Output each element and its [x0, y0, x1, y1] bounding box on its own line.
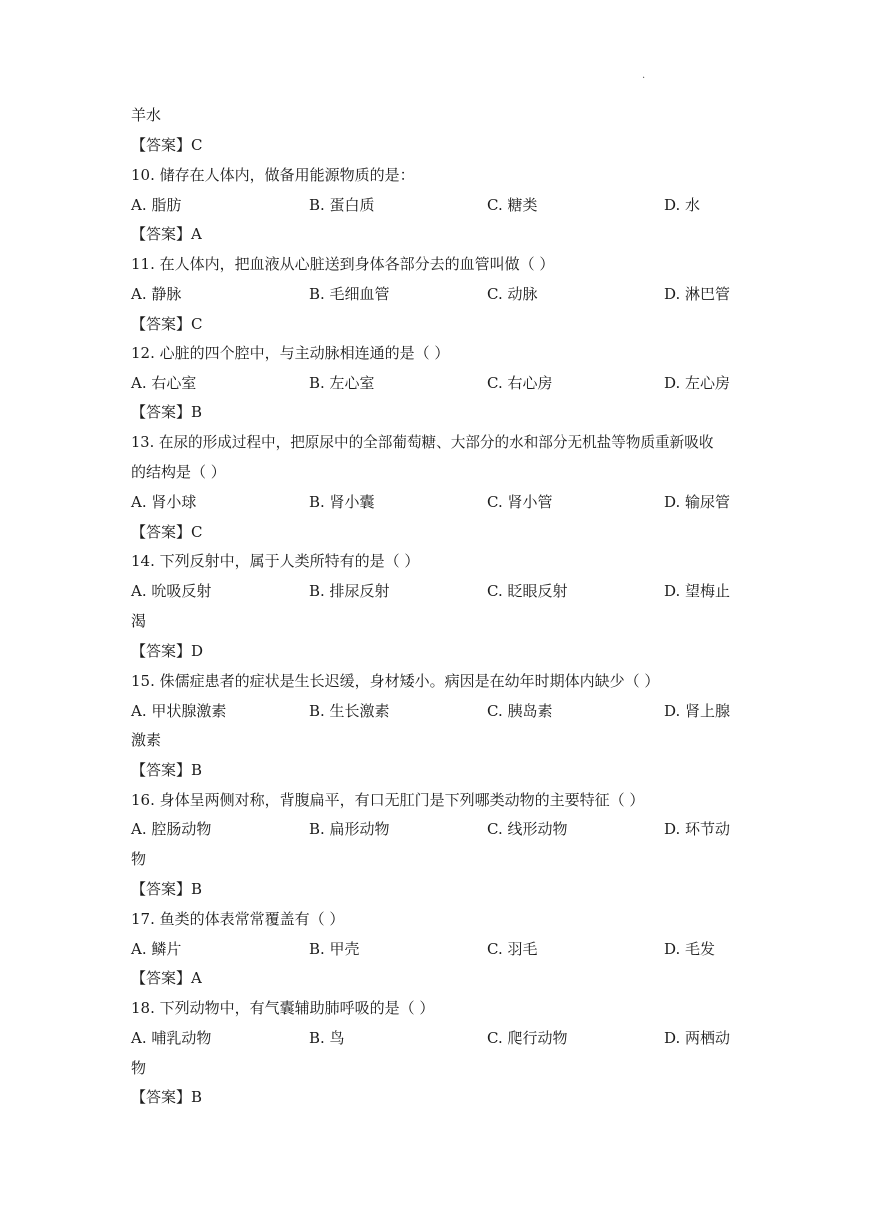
option-d: D. 环节动: [664, 820, 731, 838]
answer-line: 【答案】C: [131, 523, 203, 541]
answer-line: 【答案】B: [131, 1088, 203, 1106]
question-12: 12. 心脏的四个腔中，与主动脉相连通的是（ ）: [131, 344, 450, 362]
answer-line: 【答案】A: [131, 225, 202, 243]
option-d: D. 淋巴管: [664, 285, 731, 303]
question-10: 10. 储存在人体内，做备用能源物质的是：: [131, 166, 415, 184]
option-a: A. 甲状腺激素: [131, 702, 227, 720]
option-b: B. 鸟: [309, 1029, 345, 1047]
option-c: C. 眨眼反射: [487, 582, 568, 600]
option-d: D. 毛发: [664, 940, 716, 958]
question-13-cont: 的结构是（ ）: [131, 463, 226, 481]
text-line: 羊水: [131, 106, 162, 124]
answer-line: 【答案】B: [131, 403, 203, 421]
header-mark: .: [642, 70, 646, 81]
question-16: 16. 身体呈两侧对称，背腹扁平，有口无肛门是下列哪类动物的主要特征（ ）: [131, 791, 645, 809]
option-a: A. 腔肠动物: [131, 820, 212, 838]
option-c: C. 右心房: [487, 374, 553, 392]
option-a: A. 静脉: [131, 285, 182, 303]
option-a: A. 脂肪: [131, 196, 182, 214]
option-d: D. 输尿管: [664, 493, 731, 511]
option-wrap: 激素: [131, 731, 162, 749]
option-d: D. 两栖动: [664, 1029, 731, 1047]
answer-line: 【答案】B: [131, 761, 203, 779]
option-a: A. 哺乳动物: [131, 1029, 212, 1047]
option-wrap: 物: [131, 1059, 147, 1077]
option-c: C. 线形动物: [487, 820, 568, 838]
answer-line: 【答案】B: [131, 880, 203, 898]
option-b: B. 蛋白质: [309, 196, 375, 214]
option-wrap: 渴: [131, 612, 147, 630]
option-d: D. 水: [664, 196, 701, 214]
question-17: 17. 鱼类的体表常常覆盖有（ ）: [131, 910, 345, 928]
option-d: D. 望梅止: [664, 582, 731, 600]
answer-line: 【答案】D: [131, 642, 204, 660]
question-18: 18. 下列动物中，有气囊辅助肺呼吸的是（ ）: [131, 999, 435, 1017]
option-b: B. 肾小囊: [309, 493, 375, 511]
option-c: C. 糖类: [487, 196, 538, 214]
option-c: C. 羽毛: [487, 940, 538, 958]
option-a: A. 肾小球: [131, 493, 197, 511]
option-b: B. 扁形动物: [309, 820, 390, 838]
option-b: B. 毛细血管: [309, 285, 390, 303]
option-b: B. 排尿反射: [309, 582, 390, 600]
option-c: C. 肾小管: [487, 493, 553, 511]
option-b: B. 生长激素: [309, 702, 390, 720]
answer-line: 【答案】A: [131, 969, 202, 987]
option-a: A. 鳞片: [131, 940, 182, 958]
question-11: 11. 在人体内，把血液从心脏送到身体各部分去的血管叫做（ ）: [131, 255, 555, 273]
answer-line: 【答案】C: [131, 136, 203, 154]
option-c: C. 爬行动物: [487, 1029, 568, 1047]
option-wrap: 物: [131, 850, 147, 868]
option-a: A. 吮吸反射: [131, 582, 212, 600]
option-b: B. 左心室: [309, 374, 375, 392]
question-14: 14. 下列反射中，属于人类所特有的是（ ）: [131, 552, 420, 570]
answer-line: 【答案】C: [131, 315, 203, 333]
option-d: D. 肾上腺: [664, 702, 731, 720]
option-d: D. 左心房: [664, 374, 731, 392]
option-c: C. 胰岛素: [487, 702, 553, 720]
option-a: A. 右心室: [131, 374, 197, 392]
question-13: 13. 在尿的形成过程中，把原尿中的全部葡萄糖、大部分的水和部分无机盐等物质重新吸收: [131, 434, 714, 451]
option-c: C. 动脉: [487, 285, 538, 303]
question-15: 15. 侏儒症患者的症状是生长迟缓，身材矮小。病因是在幼年时期体内缺少（ ）: [131, 672, 660, 690]
option-b: B. 甲壳: [309, 940, 360, 958]
